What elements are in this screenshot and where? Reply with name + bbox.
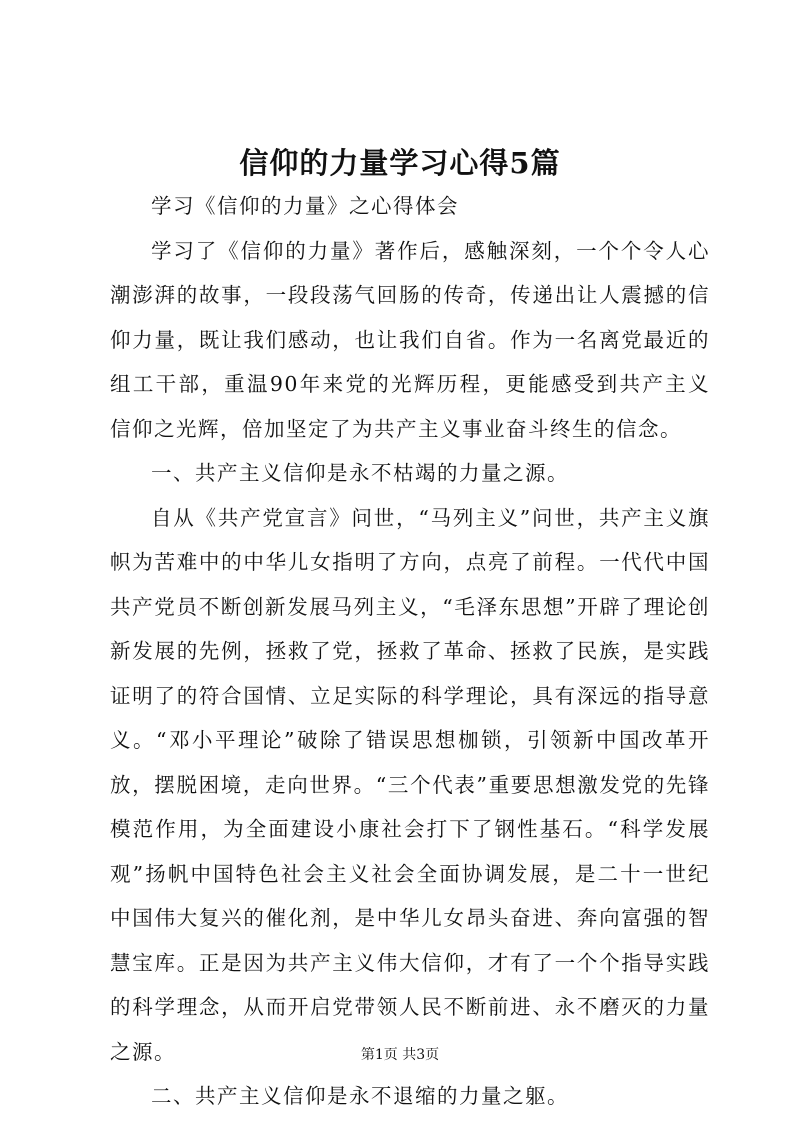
- intro-paragraph: 学习了《信仰的力量》著作后，感触深刻，一个个令人心潮澎湃的故事，一段段荡气回肠的传奇，传递出让人震撼的信仰力量，既让我们感动，也让我们自省。作为一名离党最近的组工干部，重温90年来党的光辉历程，更能感受到共产主义信仰之光辉，倍加坚定了为共产主义事业奋斗终生的信念。: [110, 238, 710, 441]
- document-title: 信仰的力量学习心得5篇: [239, 146, 561, 180]
- section-1-paragraph: 自从《共产党宣言》问世，“马列主义”问世，共产主义旗帜为苦难中的中华儿女指明了方向，点亮了前程。一代代中国共产党员不断创新发展马列主义，“毛泽东思想”开辟了理论创新发展的先例，拯救了党，拯救了革命、拯救了民族，是实践证明了的符合国情、立足实际的科学理论，具有深远的指导意义。“邓小平理论”破除了错误思想枷锁，引领新中国改革开放，摆脱困境，走向世界。“三个代表”重要思想激发党的先锋模范作用，为全面建设小康社会打下了钢性基石。“科学发展观”扬帆中国特色社会主义社会全面协调发展，是二十一世纪中国伟大复兴的催化剂，是中华儿女昂头奋进、奔向富强的智慧宝库。正是因为共产主义伟大信仰，才有了一个个指导实践的科学理念，从而开启党带领人民不断前进、永不磨灭的力量之源。: [110, 505, 710, 1064]
- subtitle-paragraph: 学习《信仰的力量》之心得体会: [151, 194, 459, 218]
- section-heading-2: 二、共产主义信仰是永不退缩的力量之躯。: [151, 1084, 569, 1108]
- page-footer: 第1页 共3页: [360, 1047, 440, 1063]
- document-body: [110, 184, 710, 1119]
- section-heading-1: 一、共产主义信仰是永不枯竭的力量之源。: [151, 461, 569, 485]
